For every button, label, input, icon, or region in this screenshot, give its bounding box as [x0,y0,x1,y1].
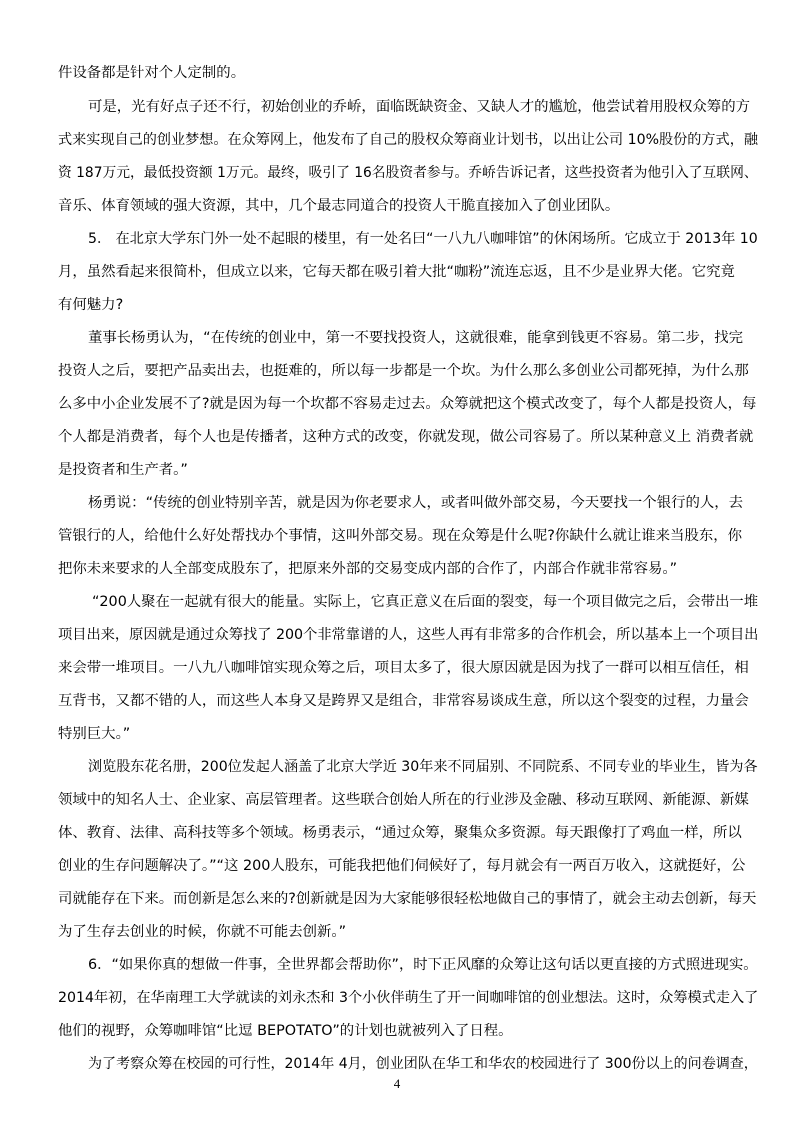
paragraph-start-line: 6．“如果你真的想做一件事，全世界都会帮助你”，时下正风靡的众筹让这句话以更直接的方式照进现实。 [88,957,758,973]
text-line: 把你未来要求的人全部变成股东了，把原来外部的交易变成内部的合作了，内部合作就非常容易。” [58,561,678,577]
text-line: 是投资者和生产者。” [58,462,188,478]
paragraph-start-line: “200人聚在一起就有很大的能量。实际上，它真正意义在后面的裂变，每一个项目做完之后，会带出一堆 [92,594,759,610]
paragraph-start-line: 为了考察众筹在校园的可行性，2014年 4月，创业团队在华工和华农的校园进行了 300份以上的问卷调查， [88,1056,758,1072]
text-line: 管银行的人，给他什么好处帮找办个事情，这叫外部交易。现在众筹是什么呢?你缺什么就让谁来当股东，你 [58,528,743,544]
text-line: 么多中小企业发展不了?就是因为每一个坎都不容易走过去。众筹就把这个模式改变了，每个人都是投资人，每 [58,396,757,412]
text-line: 资 187万元，最低投资额 1万元。最终，吸引了 16名股资者参与。乔峤告诉记者，这些投资者为他引入了互联网、 [58,165,758,181]
text-line: 件设备都是针对个人定制的。 [58,65,246,81]
text-line: 2014年初，在华南理工大学就读的刘永杰和 3个小伙伴萌生了开一间咖啡馆的创业想法。这时，众筹模式走入了 [58,990,759,1006]
text-line: 体、教育、法律、高科技等多个领域。杨勇表示，“通过众筹，聚集众多资源。每天跟像打了鸡血一样，所以 [58,825,742,841]
paragraph-start-line: 可是，光有好点子还不行，初始创业的乔峤，面临既缺资金、又缺人才的尴尬，他尝试着用股权众筹的方 [88,99,750,115]
text-line: 互背书，又都不错的人，而这些人本身又是跨界又是组合，非常容易谈成生意，所以这个裂变的过程，力量会 [58,693,749,709]
paragraph-start-line: 5． 在北京大学东门外一处不起眼的楼里，有一处名曰“一八九八咖啡馆”的休闲场所。它成立于 2013年 10 [88,231,758,247]
text-line: 领域中的知名人士、企业家、高层管理者。这些联合创始人所在的行业涉及金融、移动互联网、新能源、新媒 [58,792,749,808]
text-line: 他们的视野，众筹咖啡馆“比逗 BEPOTATO”的计划也就被列入了日程。 [58,1023,513,1039]
text-line: 为了生存去创业的时候，你就不可能去创新。” [58,924,347,940]
text-line: 个人都是消费者，每个人也是传播者，这种方式的改变，你就发现，做公司容易了。所以某种意义上 消费者就 [58,429,754,445]
text-line: 式来实现自己的创业梦想。在众筹网上，他发布了自己的股权众筹商业计划书，以出让公司 10%股份的方式，融 [58,132,758,148]
text-line: 司就能存在下来。而创新是怎么来的?创新就是因为大家能够很轻松地做自己的事情了，就会主动去创新，每天 [58,891,757,907]
paragraph-start-line: 杨勇说：“传统的创业特别辛苦，就是因为你老要求人，或者叫做外部交易，今天要找一个银行的人，去 [88,495,744,511]
paragraph-start-line: 董事长杨勇认为，“在传统的创业中，第一不要找投资人，这就很难，能拿到钱更不容易。第二步，找完 [88,330,744,346]
text-line: 特别巨大。” [58,726,131,742]
text-line: 音乐、体育领域的强大资源，其中，几个最志同道合的投资人干脆直接加入了创业团队。 [58,198,620,214]
text-line: 有何魅力? [58,297,124,313]
text-line: 项目出来，原因就是通过众筹找了 200个非常靠谱的人，这些人再有非常多的合作机会，所以基本上一个项目出 [58,627,759,643]
paragraph-start-line: 浏览股东花名册，200位发起人涵盖了北京大学近 30年来不同届别、不同院系、不同专业的毕业生，皆为各 [88,759,758,775]
text-line: 投资人之后，要把产品卖出去，也挺难的，所以每一步都是一个坎。为什么那么多创业公司都死掉，为什么那 [58,363,749,379]
text-line: 月，虽然看起来很简朴，但成立以来，它每天都在吸引着大批“咖粉”流连忘返，且不少是业界大佬。它究竟 [58,264,735,280]
page-number: 4 [393,1076,401,1091]
text-line: 创业的生存问题解决了。”“这 200人股东，可能我把他们伺候好了，每月就会有一两百万收入，这就挺好，公 [58,858,746,874]
text-line: 来会带一堆项目。一八九八咖啡馆实现众筹之后，项目太多了，很大原因就是因为找了一群可以相互信任，相 [58,660,749,676]
